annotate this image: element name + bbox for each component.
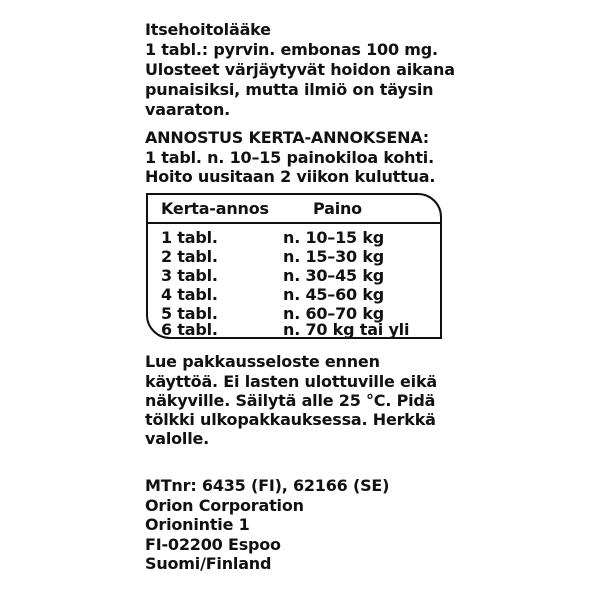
dosage-table xyxy=(146,193,442,339)
table-cell-weight: n. 30–45 kg xyxy=(283,266,385,285)
dosage-line: Hoito uusitaan 2 viikon kuluttua. xyxy=(145,167,436,186)
table-cell-weight: n. 60–70 kg xyxy=(283,304,385,323)
intro-line: Itsehoitolääke xyxy=(145,20,271,39)
table-header-divider xyxy=(148,222,440,224)
table-header-dose: Kerta-annos xyxy=(161,199,269,218)
table-cell-dose: 3 tabl. xyxy=(161,266,218,285)
warning-line: valolle. xyxy=(145,429,210,448)
table-cell-weight: n. 15–30 kg xyxy=(283,247,385,266)
table-cell-dose: 6 tabl. xyxy=(161,320,218,339)
table-cell-dose: 1 tabl. xyxy=(161,228,218,247)
street-address: Orionintie 1 xyxy=(145,515,250,534)
table-cell-dose: 4 tabl. xyxy=(161,285,218,304)
warning-line: käyttöä. Ei lasten ulottuville eikä xyxy=(145,372,437,391)
intro-line: punaisiksi, mutta ilmiö on täysin xyxy=(145,80,434,99)
table-cell-dose: 2 tabl. xyxy=(161,247,218,266)
dosage-heading: ANNOSTUS KERTA-ANNOKSENA: xyxy=(145,128,430,147)
table-cell-weight: n. 70 kg tai yli xyxy=(283,320,410,339)
table-cell-weight: n. 45–60 kg xyxy=(283,285,385,304)
dosage-line: 1 tabl. n. 10–15 painokiloa kohti. xyxy=(145,148,434,167)
table-cell-weight: n. 10–15 kg xyxy=(283,228,385,247)
intro-line: 1 tabl.: pyrvin. embonas 100 mg. xyxy=(145,40,438,59)
warning-line: Lue pakkausseloste ennen xyxy=(145,352,380,371)
intro-line: vaaraton. xyxy=(145,100,231,119)
company-name: Orion Corporation xyxy=(145,496,304,515)
table-header-weight: Paino xyxy=(313,199,362,218)
table-cell-dose: 5 tabl. xyxy=(161,304,218,323)
intro-line: Ulosteet värjäytyvät hoidon aikana xyxy=(145,60,455,79)
mt-number: MTnr: 6435 (FI), 62166 (SE) xyxy=(145,476,390,495)
country: Suomi/Finland xyxy=(145,554,272,573)
postal-address: FI-02200 Espoo xyxy=(145,535,281,554)
warning-line: näkyville. Säilytä alle 25 °C. Pidä xyxy=(145,391,436,410)
warning-line: tölkki ulkopakkauksessa. Herkkä xyxy=(145,410,436,429)
